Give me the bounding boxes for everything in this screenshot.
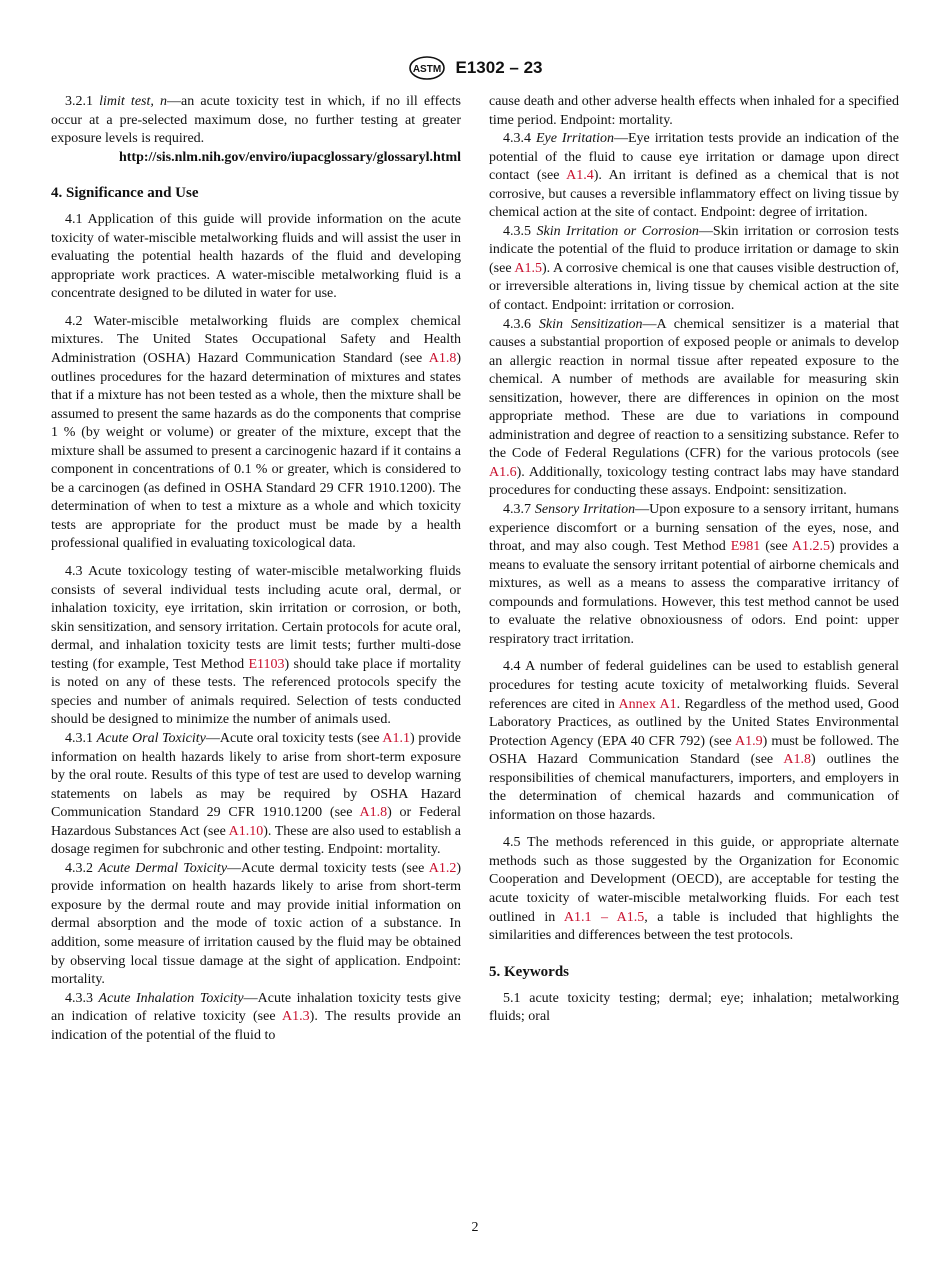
reference-link[interactable]: A1.1 – A1.5 <box>563 909 645 925</box>
paragraph <box>51 563 461 730</box>
reference-link[interactable]: A1.8 <box>783 752 811 768</box>
paragraph <box>489 130 899 223</box>
text-run: ). These are also used to establish a dosage regimen for subchronic and other testing. Endpoint: mortality. <box>51 823 461 858</box>
term-italic: Acute Dermal Toxicity <box>98 860 228 876</box>
reference-link[interactable]: A1.10 <box>228 823 264 839</box>
text-run: ). Additionally, toxicology testing contract labs may have standard procedures for conducting these assays. Endpoint: sensitization. <box>489 464 899 499</box>
text-run: ) outlines procedures for the hazard determination of mixtures and states that if a mixture has not been tested as a whole, then the mixture shall be assumed to present the same hazards as do the components that comprise 1 % (by weight or volume) or greater of the mixture, except that the mixture shall be assumed to present a carcinogenic hazard if it contains a component in concentrations of 0.1 % or greater, which is considered to be a carcinogen (as defined in OSHA Standard 29 CFR 1910.1200). The determination of when to test a mixture as a whole and which toxicity tests are appropriate for the product must be made by a health professional qualified in evaluating toxicological data. <box>51 351 461 552</box>
term-italic: Eye Irritation <box>535 131 614 147</box>
text-run: —Skin irritation or corrosion tests indicate the potential of the fluid to produce irritation or damage to skin (see <box>489 223 900 276</box>
paragraph <box>51 211 461 304</box>
term-italic: Acute Inhalation Toxicity <box>98 990 244 1006</box>
astm-logo-icon <box>408 55 446 81</box>
reference-link[interactable]: A1.8 <box>359 805 388 821</box>
right-column <box>489 93 899 1027</box>
paragraph <box>489 834 899 945</box>
text-run: —Acute inhalation toxicity tests give an indication of relative toxicity (see <box>51 990 462 1025</box>
text-run: 4.4 A number of federal guidelines can be used to establish general procedures for testing acute toxicity of metalworking fluids. Several references are cited in <box>489 659 899 712</box>
reference-link[interactable]: A1.1 <box>382 730 410 746</box>
paragraph <box>51 990 461 1046</box>
text-run: ) should take place if mortality is noted on any of these tests. The referenced protocols specify the species and number of animals required. Selection of tests conducted should be designed to minimize the number of animals used. <box>51 656 461 728</box>
reference-link[interactable]: E1103 <box>248 656 285 672</box>
text-run: 5.1 acute toxicity testing; dermal; eye; inhalation; metalworking fluids; oral <box>489 990 899 1025</box>
term-italic: Skin Irritation or Corrosion <box>536 223 699 239</box>
paragraph <box>51 93 461 167</box>
text-run: 4.3.5 <box>503 223 537 239</box>
paragraph <box>51 313 461 554</box>
term-italic: limit test, n <box>99 94 168 109</box>
paragraph <box>489 990 899 1027</box>
term-italic: Skin Sensitization <box>538 316 643 332</box>
text-run: ). An irritant is defined as a chemical that is not corrosive, but causes a reversible inflammatory effect on living tissue by chemical action at the site of contact. Endpoint: degree of irritation. <box>489 168 900 221</box>
text-run: —an acute toxicity test in which, if no ill effects occur at a pre-selected maximum dose, no further testing at greater exposure levels is required. <box>51 94 461 147</box>
text-run: —A chemical sensitizer is a material that causes a substantial proportion of exposed people or animals to develop an allergic reaction in normal tissue after repeated exposure to the chemical. A number of methods are available for measuring skin sensitization, however, there are differences in opinion on the most appropriate method. These are due to variations in compound administration and degree of reaction to a sensitizing substance. Refer to the Code of Federal Regulations (CFR) for the various protocols (see <box>489 316 899 462</box>
reference-link[interactable]: A1.4 <box>566 168 594 184</box>
reference-link[interactable]: E981 <box>730 539 761 555</box>
source-url: http://sis.nlm.nih.gov/enviro/iupacglossary/glossaryl.html <box>118 149 461 165</box>
text-run: 4.3.6 <box>503 316 539 332</box>
text-run: cause death and other adverse health effects when inhaled for a specified time period. Endpoint: mortality. <box>489 94 899 128</box>
text-run: ). A corrosive chemical is one that causes visible destruction of, or irreversible alterations in, living tissue by chemical action at the site of contact. Endpoint: irritation or corrosion. <box>489 260 900 314</box>
paragraph <box>51 730 461 860</box>
text-run: ). The results provide an indication of the potential of the fluid to <box>51 1009 461 1043</box>
reference-link[interactable]: A1.6 <box>489 464 517 480</box>
page-number: 2 <box>471 1220 479 1235</box>
page-header <box>0 55 950 81</box>
reference-link[interactable]: A1.8 <box>428 351 457 367</box>
term-italic: Acute Oral Toxicity <box>96 730 206 746</box>
text-run: 4.3.3 <box>65 990 99 1006</box>
paragraph <box>489 658 899 825</box>
text-run: ) outlines the responsibilities of chemical manufacturers, importers, and employers in the determination of chemical hazards and communication of information on those hazards. <box>489 752 899 823</box>
text-run: ) provide information on health hazards likely to arise from short-term exposure by the oral route. Results of this type of test are used to develop warning statements on labels as may be required by OSHA Hazard Communication Standard 29 CFR 1910.1200 (see <box>51 730 461 821</box>
paragraph <box>489 93 899 130</box>
text-run: 4.3 Acute toxicology testing of water-miscible metalworking fluids consists of several individual tests including acute oral, dermal, or inhalation toxicity, eye irritation, skin irritation or corrosion, or both, skin sensitization, and sensory irritation. Certain protocols for acute oral, dermal, and inhalation toxicity tests are limit tests; further multi-dose testing (for example, Test Method <box>51 564 461 672</box>
paragraph <box>489 223 899 316</box>
text-run: ) must be followed. The OSHA Hazard Communication Standard (see <box>489 733 899 768</box>
text-run: (see <box>760 539 792 555</box>
paragraph <box>489 501 899 649</box>
text-run: 4.3.4 <box>503 131 536 147</box>
term-italic: Sensory Irritation <box>534 502 636 518</box>
text-run: 3.2.1 <box>65 94 100 109</box>
text-run: 4.1 Application of this guide will provide information on the acute toxicity of water-miscible metalworking fluids and will assist the user in evaluating the potential health hazards of the fluid and developing appropriate work practices. A water-miscible metalworking fluid is a concentrate designed to be diluted in water for use. <box>51 212 461 302</box>
text-run: —Acute dermal toxicity tests (see <box>227 860 429 876</box>
text-run: ) provide information on health hazards likely to arise from short-term exposure by the dermal route and may provide initial information on dermal absorption and the mode of toxic action of a substance. In addition, some measure of irritation caused by the fluid may be obtained by observing local tissue damage at the sight of application. Endpoint: mortality. <box>51 860 462 988</box>
text-run: 4.3.2 <box>65 860 99 876</box>
text-run: , a table is included that highlights the similarities and differences between the test protocols. <box>489 909 899 944</box>
reference-link[interactable]: Annex A1 <box>618 696 677 712</box>
svg-text:ASTM: ASTM <box>412 64 441 75</box>
text-run: ) or Federal Hazardous Substances Act (see <box>51 805 461 839</box>
reference-link[interactable]: A1.9 <box>735 733 763 749</box>
reference-link[interactable]: A1.5 <box>514 260 542 276</box>
left-column <box>51 93 461 1045</box>
text-run: —Eye irritation tests provide an indication of the potential of the fluid to cause eye irritation or damage upon direct contact (see <box>489 131 899 184</box>
text-run: 4.5 The methods referenced in this guide, or appropriate alternate methods such as those suggested by the Organization for Economic Cooperation and Development (OECD), are acceptable for testing the acute toxicity of water-miscible metalworking fluids. For each test outlined in <box>489 835 899 925</box>
text-run: . Regardless of the method used, Good Laboratory Practices, as outlined by the United States Environmental Protection Agency (EPA 40 CFR 792) (see <box>489 696 900 749</box>
text-run: —Upon exposure to a sensory irritant, humans experience discomfort or a burning sensation of the eyes, nose, and throat, and may also cough. Test Method <box>489 502 899 555</box>
reference-link[interactable]: A1.3 <box>282 1009 310 1025</box>
paragraph <box>489 316 899 501</box>
reference-link[interactable]: A1.2.5 <box>791 539 831 555</box>
paragraph <box>51 860 461 990</box>
text-run: —Acute oral toxicity tests (see <box>205 730 383 746</box>
section-heading: 5. Keywords <box>489 963 569 980</box>
text-run: 4.3.7 <box>503 502 535 518</box>
text-run: 4.3.1 <box>65 730 97 746</box>
reference-link[interactable]: A1.2 <box>428 860 457 876</box>
text-run: 4.2 Water-miscible metalworking fluids are complex chemical mixtures. The United States Occupational Safety and Health Administration (OSHA) Hazard Communication Standard (see <box>51 313 461 367</box>
text-run: ) provides a means to evaluate the sensory irritant potential of airborne chemicals and mixtures, as well as a means to assess the comparative irritancy of compounds and formulations. However, this test method cannot be used to evaluate the relative obnoxiousness of odors. End point: upper respiratory tract irritation. <box>489 539 900 647</box>
document-designation: E1302 – 23 <box>455 58 543 77</box>
section-heading: 4. Significance and Use <box>51 185 199 202</box>
